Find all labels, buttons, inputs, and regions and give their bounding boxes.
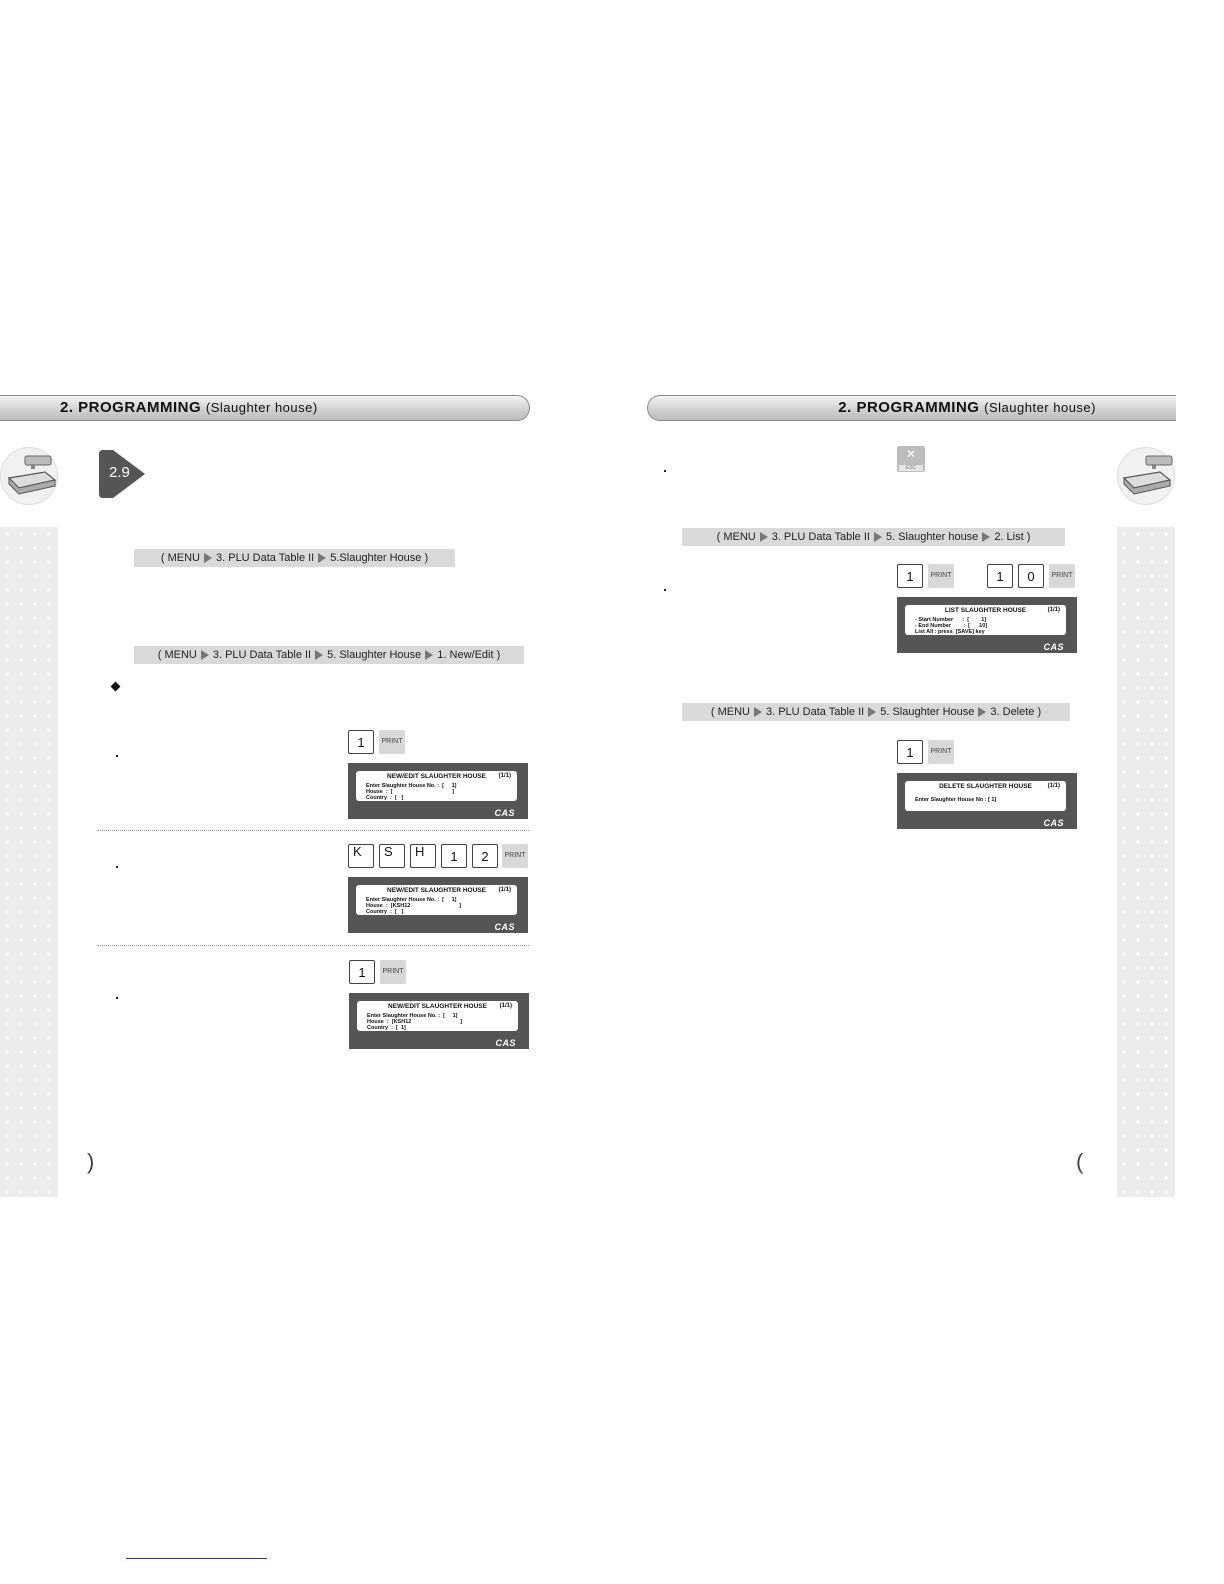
path-close: ) bbox=[1026, 531, 1031, 543]
arrow-right-icon bbox=[425, 650, 433, 660]
right-page-mark: ( bbox=[1076, 1149, 1084, 1174]
path-item: 3. PLU Data Table II bbox=[765, 706, 865, 718]
right-header-title bbox=[838, 399, 1096, 416]
print-key: PRINT bbox=[502, 844, 528, 868]
menu-path-list bbox=[682, 528, 1065, 546]
footnote-rule bbox=[126, 1558, 267, 1559]
lcd-page: (1/1) bbox=[1047, 607, 1060, 613]
key-h: H bbox=[410, 844, 436, 868]
lcd-page: (1/1) bbox=[499, 1003, 512, 1009]
lcd-list bbox=[897, 597, 1077, 653]
key-s: S bbox=[379, 844, 405, 868]
separator bbox=[97, 830, 529, 831]
path-item: 5. Slaughter House bbox=[327, 649, 422, 661]
path-item: 5.Slaughter House bbox=[330, 552, 422, 564]
diamond-bullet-icon bbox=[111, 682, 121, 692]
key-1: 1 bbox=[987, 564, 1013, 588]
lcd-new-edit-3 bbox=[349, 993, 529, 1049]
menu-path-main bbox=[134, 549, 455, 567]
path-close: ) bbox=[1037, 706, 1042, 718]
section-number: 2.9 bbox=[109, 464, 130, 481]
lcd-display bbox=[905, 605, 1066, 635]
section-badge bbox=[99, 448, 147, 500]
path-item: 5. Slaughter house bbox=[885, 531, 979, 543]
menu-path-new-edit bbox=[134, 646, 524, 664]
path-item: MENU bbox=[167, 552, 200, 564]
lcd-title: NEW/EDIT SLAUGHTER HOUSE bbox=[387, 887, 486, 894]
path-item: MENU bbox=[164, 649, 197, 661]
lcd-page: (1/1) bbox=[498, 887, 511, 893]
path-item: 1. New/Edit bbox=[437, 649, 494, 661]
step-bullet bbox=[664, 589, 666, 591]
lcd-new-edit-2 bbox=[348, 877, 528, 933]
path-item: 3. PLU Data Table II bbox=[771, 531, 870, 543]
cas-logo: CAS bbox=[1043, 818, 1064, 828]
path-open: ( bbox=[160, 552, 165, 564]
arrow-right-icon bbox=[204, 553, 212, 563]
print-key: PRINT bbox=[1049, 564, 1075, 588]
lcd-line: List All : press [SAVE] key bbox=[915, 629, 985, 635]
lcd-line: Country : [ ] bbox=[366, 795, 404, 801]
esc-label: ESC bbox=[899, 465, 923, 471]
lcd-display bbox=[357, 1001, 518, 1031]
cas-logo: CAS bbox=[494, 922, 515, 932]
path-item: 3. Delete bbox=[990, 706, 1035, 718]
step-bullet bbox=[664, 470, 666, 472]
path-open: ( bbox=[710, 706, 715, 718]
path-item: 2. List bbox=[994, 531, 1024, 543]
lcd-line: House : [KSH12 ] bbox=[367, 1019, 463, 1025]
scale-icon bbox=[0, 447, 58, 505]
lcd-line: House : [KSH12 ] bbox=[366, 903, 462, 909]
print-key: PRINT bbox=[380, 960, 406, 984]
path-item: 3. PLU Data Table II bbox=[212, 649, 312, 661]
key-1: 1 bbox=[897, 740, 923, 764]
lcd-title: DELETE SLAUGHTER HOUSE bbox=[939, 783, 1032, 790]
arrow-right-icon bbox=[874, 532, 882, 542]
lcd-title: LIST SLAUGHTER HOUSE bbox=[944, 607, 1027, 614]
left-header-main: 2. PROGRAMMING bbox=[60, 399, 202, 416]
lcd-line: Country : [ 1] bbox=[367, 1025, 406, 1031]
menu-path-delete bbox=[682, 703, 1070, 721]
step-bullet bbox=[116, 755, 118, 757]
lcd-line: Country : [ ] bbox=[366, 909, 404, 915]
arrow-right-icon bbox=[201, 650, 209, 660]
lcd-line: Enter Slaughter House No. : [ 1] bbox=[366, 783, 457, 789]
left-header-title bbox=[60, 399, 318, 416]
lcd-line: Enter Slaughter House No. : [ 1] bbox=[366, 897, 457, 903]
arrow-right-icon bbox=[868, 707, 876, 717]
lcd-display bbox=[905, 781, 1066, 811]
close-icon: ✕ bbox=[905, 447, 917, 461]
arrow-right-icon bbox=[318, 553, 326, 563]
path-open: ( bbox=[716, 531, 721, 543]
path-open: ( bbox=[157, 649, 162, 661]
scale-icon-right bbox=[1117, 447, 1175, 505]
separator bbox=[97, 945, 529, 946]
left-header-sub: (Slaughter house) bbox=[205, 400, 318, 415]
lcd-delete bbox=[897, 773, 1077, 829]
lcd-line: Enter Slaughter House No : [ 1] bbox=[915, 797, 997, 803]
right-dotted-strip bbox=[1117, 527, 1175, 1197]
lcd-line: Enter Slaughter House No. : [ 1] bbox=[367, 1013, 458, 1019]
lcd-display bbox=[356, 885, 517, 915]
lcd-new-edit-1 bbox=[348, 763, 528, 819]
step-bullet bbox=[116, 997, 118, 999]
path-item: 5. Slaughter House bbox=[880, 706, 975, 718]
left-page-mark: ) bbox=[87, 1149, 95, 1174]
arrow-right-icon bbox=[760, 532, 768, 542]
key-1: 1 bbox=[897, 564, 923, 588]
right-header-main: 2. PROGRAMMING bbox=[838, 399, 980, 416]
lcd-line: - Start Number : [ 1] bbox=[915, 617, 987, 623]
lcd-display bbox=[356, 771, 517, 801]
right-page-header bbox=[647, 395, 1176, 421]
key-1: 1 bbox=[349, 960, 375, 984]
left-dotted-strip bbox=[0, 527, 58, 1197]
cas-logo: CAS bbox=[494, 808, 515, 818]
key-1: 1 bbox=[441, 844, 467, 868]
arrow-right-icon bbox=[978, 707, 986, 717]
lcd-line: - End Number : [ 10] bbox=[915, 623, 988, 629]
step-bullet bbox=[116, 866, 118, 868]
right-header-sub: (Slaughter house) bbox=[984, 400, 1096, 415]
lcd-title: NEW/EDIT SLAUGHTER HOUSE bbox=[388, 1003, 487, 1010]
path-item: 3. PLU Data Table II bbox=[216, 552, 315, 564]
path-close: ) bbox=[424, 552, 429, 564]
key-k: K bbox=[348, 844, 374, 868]
print-key: PRINT bbox=[928, 740, 954, 764]
arrow-right-icon bbox=[982, 532, 990, 542]
path-item: MENU bbox=[717, 706, 750, 718]
left-page-header bbox=[0, 395, 530, 421]
key-2: 2 bbox=[472, 844, 498, 868]
key-0: 0 bbox=[1018, 564, 1044, 588]
esc-key bbox=[897, 446, 925, 472]
arrow-right-icon bbox=[754, 707, 762, 717]
key-1: 1 bbox=[348, 730, 374, 754]
lcd-page: (1/1) bbox=[498, 773, 511, 779]
print-key: PRINT bbox=[379, 730, 405, 754]
path-close: ) bbox=[496, 649, 501, 661]
lcd-page: (1/1) bbox=[1047, 783, 1060, 789]
lcd-line: House : [ ] bbox=[366, 789, 455, 795]
print-key: PRINT bbox=[928, 564, 954, 588]
cas-logo: CAS bbox=[495, 1038, 516, 1048]
path-item: MENU bbox=[723, 531, 756, 543]
lcd-title: NEW/EDIT SLAUGHTER HOUSE bbox=[387, 773, 486, 780]
cas-logo: CAS bbox=[1043, 642, 1064, 652]
arrow-right-icon bbox=[315, 650, 323, 660]
